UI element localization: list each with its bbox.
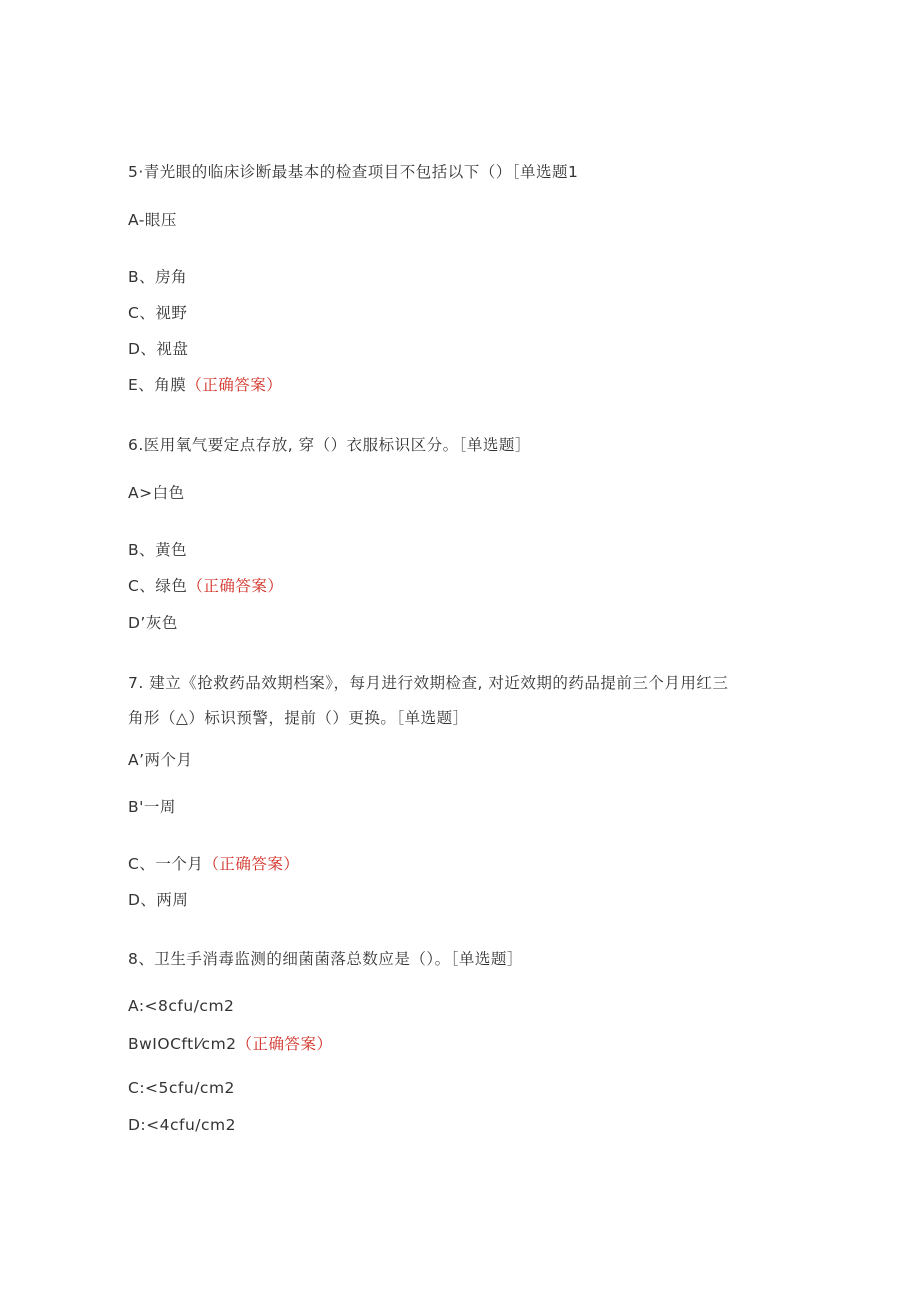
correct-answer-mark: （正确答案） <box>186 376 283 394</box>
question-5-option-e <box>128 375 282 395</box>
question-8-option-c: C:<5cfu/cm2 <box>128 1079 235 1097</box>
question-5-option-d: D、视盘 <box>128 340 189 358</box>
correct-answer-mark: （正确答案） <box>187 577 284 595</box>
question-8-stem: 8、卫生手消毒监测的细菌菌落总数应是（）。［单选题］ <box>128 950 523 968</box>
question-5-option-b: B、房角 <box>128 268 188 286</box>
question-7-option-c <box>128 854 299 874</box>
question-5-stem: 5·青光眼的临床诊断最基本的检查项目不包括以下（）［单选题1 <box>128 163 579 181</box>
question-8-option-d: D:<4cfu/cm2 <box>128 1116 237 1134</box>
question-5-option-c: C、视野 <box>128 304 188 322</box>
question-5-option-a: A-眼压 <box>128 211 177 229</box>
question-7-stem-line-1: 7. 建立《抢救药品效期档案》，每月进行效期检查, 对近效期的药品提前三个月用红三 <box>128 674 729 692</box>
question-7-option-b: B'一周 <box>128 798 176 816</box>
option-text: C、绿色 <box>128 577 188 595</box>
option-text: BwIOCftl⁄cm2 <box>128 1035 237 1053</box>
question-6-option-c <box>128 576 283 596</box>
option-text: C、一个月 <box>128 855 204 873</box>
question-6-option-a: A>白色 <box>128 484 185 502</box>
question-7-option-d: D、两周 <box>128 891 189 909</box>
correct-answer-mark: （正确答案） <box>236 1035 333 1053</box>
question-8-option-a: A:<8cfu/cm2 <box>128 997 235 1015</box>
option-text: E、角膜 <box>128 376 187 394</box>
question-8-option-b <box>128 1034 333 1054</box>
question-6-option-d: D’灰色 <box>128 614 178 632</box>
question-6-stem: 6.医用氧气要定点存放, 穿（）衣服标识区分。［单选题］ <box>128 436 531 454</box>
question-7-option-a: A’两个月 <box>128 751 193 769</box>
correct-answer-mark: （正确答案） <box>203 855 300 873</box>
question-7-stem-line-2: 角形（△）标识预警，提前（）更换。［单选题］ <box>128 709 469 727</box>
question-6-option-b: B、黄色 <box>128 541 188 559</box>
